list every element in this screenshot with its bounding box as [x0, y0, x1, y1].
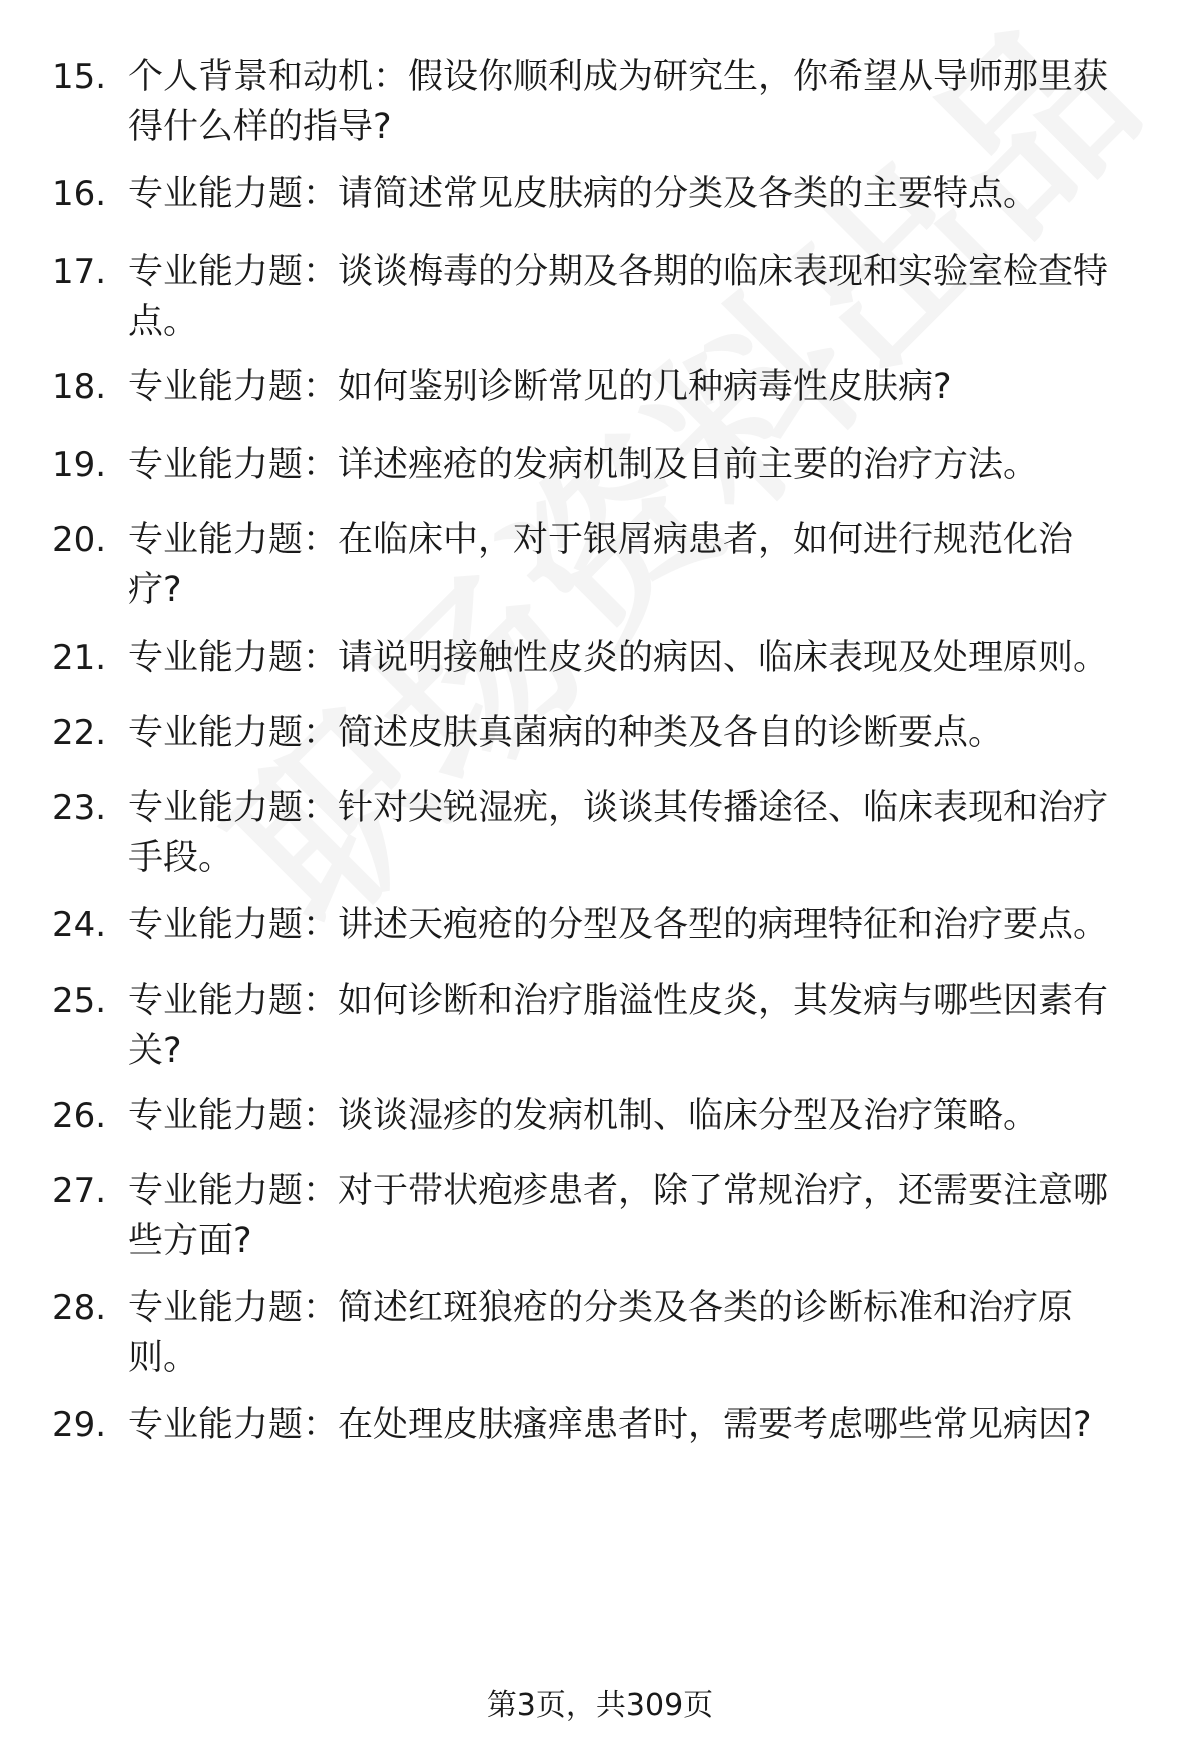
question-number: 24.	[52, 905, 107, 945]
page-footer: 第3页，共309页	[486, 1688, 714, 1723]
question-line: 专业能力题：讲述天疱疮的分型及各型的病理特征和治疗要点。	[128, 905, 1109, 945]
question-text	[128, 1283, 1148, 1383]
question-number: 21.	[52, 638, 107, 678]
question-line: 专业能力题：详述痤疮的发病机制及目前主要的治疗方法。	[128, 445, 1039, 485]
question-line: 专业能力题：在临床中，对于银屑病患者，如何进行规范化治	[128, 520, 1074, 560]
question-number: 15.	[52, 57, 107, 97]
question-number: 22.	[52, 713, 107, 753]
question-text	[128, 1091, 1148, 1141]
question-text	[128, 783, 1148, 883]
question-line: 专业能力题：谈谈梅毒的分期及各期的临床表现和实验室检查特	[128, 252, 1109, 292]
question-text	[128, 976, 1148, 1076]
question-number: 19.	[52, 445, 107, 485]
question-line: 专业能力题：简述皮肤真菌病的种类及各自的诊断要点。	[128, 713, 1004, 753]
question-line: 专业能力题：请简述常见皮肤病的分类及各类的主要特点。	[128, 174, 1039, 214]
question-line: 个人背景和动机：假设你顺利成为研究生，你希望从导师那里获	[128, 57, 1109, 97]
question-line: 手段。	[128, 838, 234, 878]
question-line: 得什么样的指导?	[128, 107, 392, 147]
question-line: 专业能力题：谈谈湿疹的发病机制、临床分型及治疗策略。	[128, 1096, 1039, 1136]
question-number: 28.	[52, 1288, 107, 1328]
question-number: 25.	[52, 981, 107, 1021]
question-text	[128, 1400, 1148, 1450]
question-line: 关?	[128, 1031, 182, 1071]
question-line: 些方面?	[128, 1221, 252, 1261]
question-number: 23.	[52, 788, 107, 828]
question-number: 27.	[52, 1171, 107, 1211]
question-number: 29.	[52, 1405, 107, 1445]
question-text	[128, 247, 1148, 347]
question-number: 26.	[52, 1096, 107, 1136]
question-number: 18.	[52, 367, 107, 407]
question-line: 疗?	[128, 570, 182, 610]
question-text	[128, 1166, 1148, 1266]
question-number: 20.	[52, 520, 107, 560]
question-line: 专业能力题：如何诊断和治疗脂溢性皮炎，其发病与哪些因素有	[128, 981, 1109, 1021]
question-line: 专业能力题：针对尖锐湿疣，谈谈其传播途径、临床表现和治疗	[128, 788, 1109, 828]
question-line: 则。	[128, 1338, 199, 1378]
question-text	[128, 900, 1148, 950]
question-text	[128, 633, 1148, 683]
question-line: 点。	[128, 302, 199, 342]
question-line: 专业能力题：简述红斑狼疮的分类及各类的诊断标准和治疗原	[128, 1288, 1074, 1328]
question-number: 17.	[52, 252, 107, 292]
question-text	[128, 440, 1148, 490]
question-line: 专业能力题：如何鉴别诊断常见的几种病毒性皮肤病?	[128, 367, 952, 407]
question-text	[128, 52, 1148, 152]
question-text	[128, 362, 1148, 412]
question-line: 专业能力题：在处理皮肤瘙痒患者时，需要考虑哪些常见病因?	[128, 1405, 1092, 1445]
question-line: 专业能力题：对于带状疱疹患者，除了常规治疗，还需要注意哪	[128, 1171, 1109, 1211]
question-number: 16.	[52, 174, 107, 214]
question-text	[128, 708, 1148, 758]
question-text	[128, 169, 1148, 219]
question-line: 专业能力题：请说明接触性皮炎的病因、临床表现及处理原则。	[128, 638, 1109, 678]
question-text	[128, 515, 1148, 615]
